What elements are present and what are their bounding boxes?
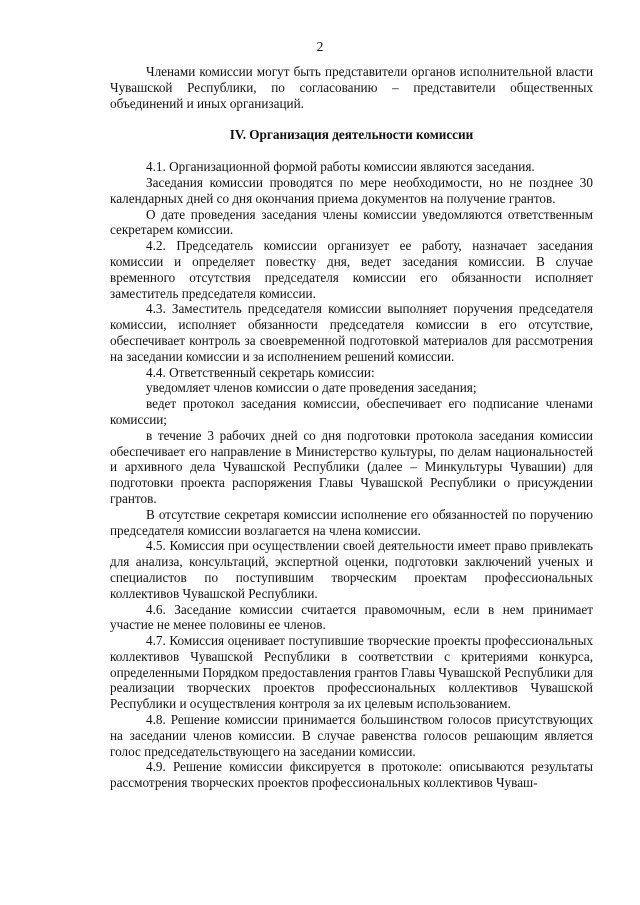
- paragraph-4-6: 4.6. Заседание комиссии считается правомочным, если в нем принимает участие не менее половины ее членов.: [110, 601, 593, 633]
- paragraph-4-2: 4.2. Председатель комиссии организует ее работу, назначает заседания комиссии и определяет повестку дня, ведет заседания комиссии. В случае временного отсутствия председателя комиссии его обязанности исполняет заместитель председателя комиссии.: [110, 238, 593, 301]
- paragraph-4-3: 4.3. Заместитель председателя комиссии выполняет поручения председателя комиссии, исполняет обязанности председателя комиссии в его отсутствие, обеспечивает контроль за своевременной подготовкой материалов для рассмотрения на заседании комиссии и за исполнением решений комиссии.: [110, 301, 593, 364]
- section-heading: IV. Организация деятельности комиссии: [229, 127, 474, 143]
- paragraph-4-4: 4.4. Ответственный секретарь комиссии:: [146, 364, 375, 380]
- intro-paragraph: Членами комиссии могут быть представители органов исполнительной власти Чувашской Республики, по согласованию – представители общественных объединений и иных организаций.: [110, 64, 593, 111]
- paragraph-secretary-absence: В отсутствие секретаря комиссии исполнение его обязанностей по поручению председателя комиссии возлагается на члена комиссии.: [110, 506, 593, 538]
- paragraph-meeting-notice: О дате проведения заседания члены комиссии уведомляются ответственным секретарем комиссии.: [110, 206, 593, 238]
- paragraph-4-7: 4.7. Комиссия оценивает поступившие творческие проекты профессиональных коллективов Чувашской Республики в соответствии с критериями конкурса, определенными Порядком предоставления грантов Главы Чувашской Республики для реализации творческих проектов профессиональных коллективов Чувашской Республики и осуществления контроля за их целевым использованием.: [110, 633, 594, 712]
- document-body: [110, 64, 593, 791]
- paragraph-meeting-schedule: Заседания комиссии проводятся по мере необходимости, но не позднее 30 календарных дней со дня окончания приема документов на получение грантов.: [110, 174, 593, 206]
- paragraph-4-9: 4.9. Решение комиссии фиксируется в протоколе: описываются результаты рассмотрения творческих проектов профессиональных коллективов Чуваш-: [110, 759, 593, 791]
- paragraph-secretary-forward: в течение 3 рабочих дней со дня подготовки протокола заседания комиссии обеспечивает его направление в Министерство культуры, по делам национальностей и архивного дела Чувашской Республики (далее – Минкультуры Чувашии) для подготовки проекта распоряжения Главы Чувашской Республики о присуждении грантов.: [110, 427, 593, 506]
- page-number: 2: [316, 39, 324, 54]
- paragraph-4-5: 4.5. Комиссия при осуществлении своей деятельности имеет право привлекать для анализа, консультаций, экспертной оценки, подготовки заключений ученых и специалистов по поступившим творческим проектам профессиональных коллективов Чувашской Республики.: [110, 538, 593, 601]
- paragraph-4-1: 4.1. Организационной формой работы комиссии являются заседания.: [146, 159, 535, 175]
- paragraph-secretary-notify: уведомляет членов комиссии о дате проведения заседания;: [146, 380, 477, 396]
- paragraph-4-8: 4.8. Решение комиссии принимается большинством голосов присутствующих на заседании членов комиссии. В случае равенства голосов решающим является голос председательствующего на заседании комиссии.: [110, 712, 593, 759]
- paragraph-secretary-protocol: ведет протокол заседания комиссии, обеспечивает его подписание членами комиссии;: [110, 396, 593, 427]
